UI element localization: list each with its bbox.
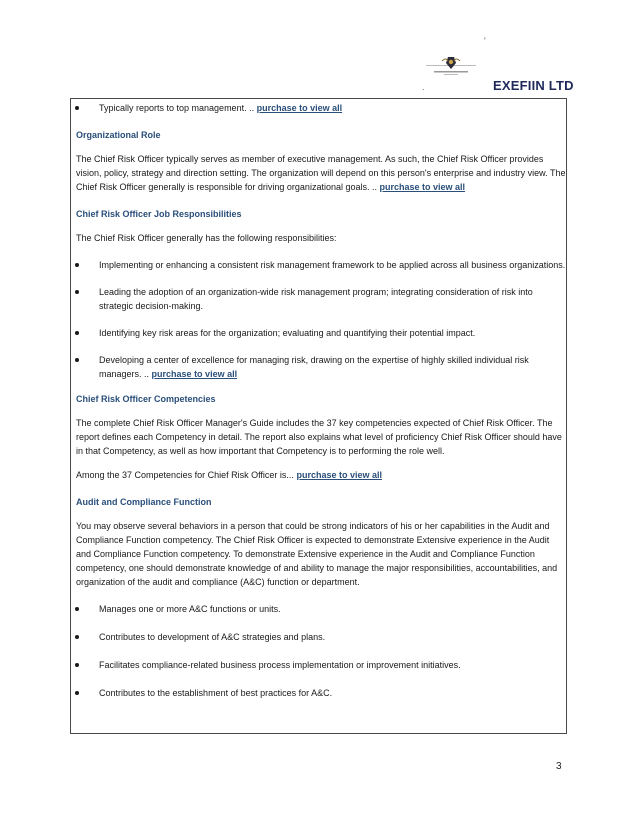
document-body — [76, 101, 566, 700]
bullet-item: Facilitates compliance-related business process implementation or improvement initiatives. — [76, 658, 566, 672]
section-heading: Organizational Role — [76, 130, 161, 140]
bullet-item — [76, 101, 566, 115]
company-crest-icon — [426, 55, 476, 77]
section-heading: Chief Risk Officer Competencies — [76, 394, 216, 404]
paragraph: You may observe several behaviors in a person that could be strong indicators of his or her capabilities in the Audit and Compliance Function competency. The Chief Risk Officer is expected to demonstrate Extensive experience in the Audit and Compliance Function competency. To demonstrate Extensive experience in the Audit and Compliance Function competency, one should demonstrate knowledge of and ability to manage the major responsibilities, accountabilities, and organization of the audit and compliance (A&C) function or department. — [76, 521, 558, 587]
paragraph: The complete Chief Risk Officer Manager's Guide includes the 37 key competencies expected of Chief Risk Officer. The report defines each Competency in detail. The report also explains what level of proficiency Chief Risk Officer should have in that Competency, as well as how important that Competency is to performing the role well. — [76, 418, 562, 456]
section-heading: Chief Risk Officer Job Responsibilities — [76, 209, 242, 219]
company-name: EXEFIIN LTD — [493, 78, 574, 93]
paragraph-text: The Chief Risk Officer typically serves as member of executive management. As such, the Chief Risk Officer provides vision, policy, strategy and direction setting. The organization will depend on this person's enterprise and industry view. The Chief Risk Officer generally is responsible for driving organizational goals. .. — [76, 154, 566, 192]
bullet-item: Contributes to development of A&C strategies and plans. — [76, 630, 566, 644]
bullet-item — [76, 353, 566, 381]
paragraph-text: Among the 37 Competencies for Chief Risk Officer is... — [76, 470, 294, 480]
bullet-item: Identifying key risk areas for the organization; evaluating and quantifying their potential impact. — [76, 326, 566, 340]
paragraph — [76, 152, 566, 194]
purchase-link[interactable]: purchase to view all — [296, 470, 382, 480]
bullet-item: Contributes to the establishment of best practices for A&C. — [76, 686, 566, 700]
header-mark: . — [422, 82, 425, 92]
purchase-link[interactable]: purchase to view all — [379, 182, 466, 192]
paragraph: The Chief Risk Officer generally has the following responsibilities: — [76, 233, 337, 243]
bullet-item: Implementing or enhancing a consistent risk management framework to be applied across all business organizations. — [76, 258, 566, 272]
header-mark: ' — [484, 36, 486, 46]
section-heading: Audit and Compliance Function — [76, 497, 212, 507]
purchase-link[interactable]: purchase to view all — [256, 103, 343, 113]
bullet-item: Manages one or more A&C functions or units. — [76, 602, 566, 616]
page-number: 3 — [556, 761, 562, 772]
paragraph — [76, 468, 566, 482]
page-header — [0, 0, 638, 100]
bullet-item: Leading the adoption of an organization-wide risk management program; integrating consideration of risk into strategic decision-making. — [76, 285, 566, 313]
purchase-link[interactable]: purchase to view all — [151, 369, 238, 379]
bullet-text: Developing a center of excellence for managing risk, drawing on the expertise of highly skilled individual risk managers. .. — [99, 355, 529, 379]
bullet-text: Typically reports to top management. .. — [99, 103, 255, 113]
